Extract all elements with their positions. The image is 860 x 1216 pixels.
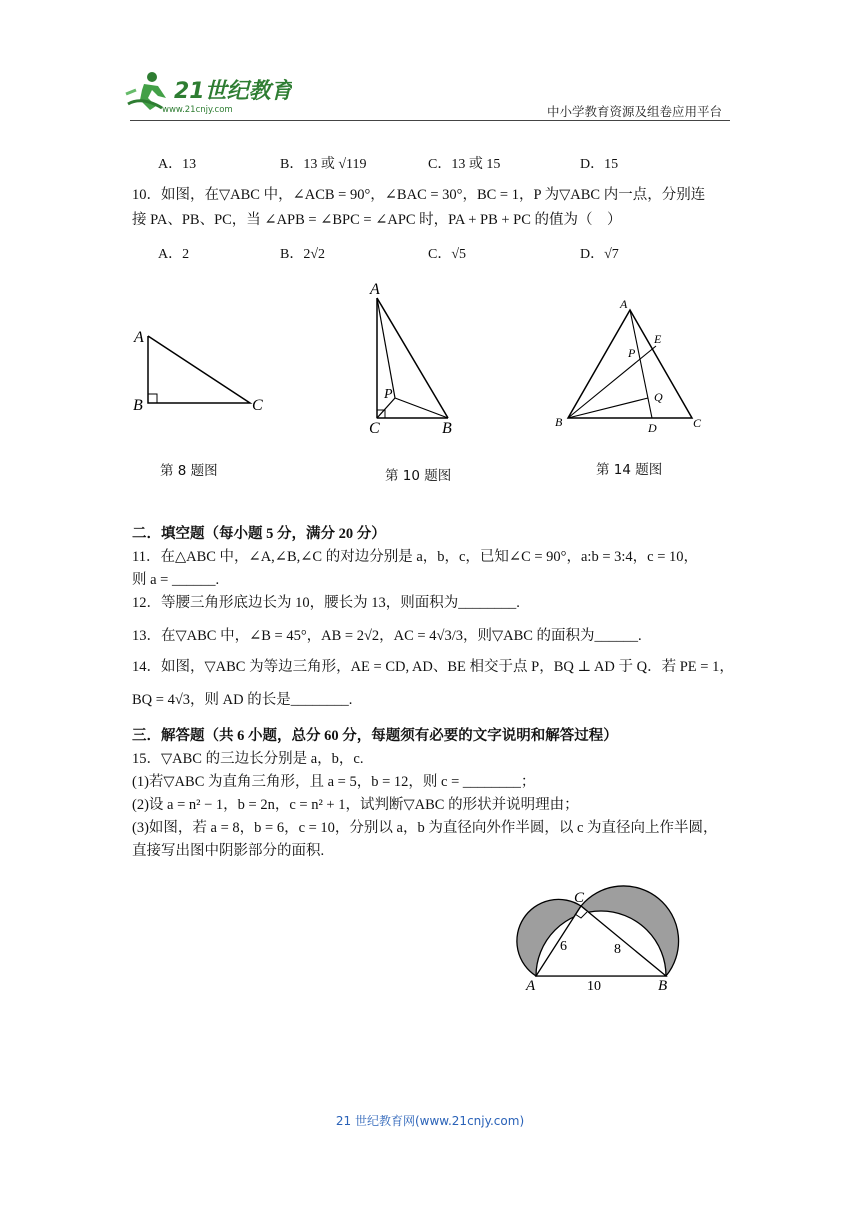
fig14-label-b: B: [555, 415, 563, 429]
fig8-label-c: C: [252, 397, 263, 414]
section-2-title: 二．填空题（每小题 5 分，满分 20 分）: [132, 526, 386, 542]
platform-title: 中小学教育资源及组卷应用平台: [546, 104, 722, 119]
fig15-label-10: 10: [587, 979, 601, 994]
fig8-label-b: B: [133, 397, 143, 414]
fig8-caption: 第 8 题图: [160, 463, 218, 479]
fig10-label-p: P: [384, 387, 393, 402]
q11-line-2: 则 a = ______.: [132, 572, 220, 588]
q10-line-1: 10．如图，在▽ABC 中，∠ACB = 90°，∠BAC = 30°，BC = 1，P 为▽ABC 内一点，分别连: [132, 187, 706, 203]
fig10-label-c: C: [369, 420, 380, 437]
q15-intro: 15．▽ABC 的三边长分别是 a，b，c.: [132, 751, 364, 767]
q15-part-3-line-2: 直接写出图中阴影部分的面积.: [132, 843, 325, 859]
fig14-label-a: A: [620, 297, 628, 311]
q10-line-2: 接 PA、PB、PC，当 ∠APB = ∠BPC = ∠APC 时，PA + PB + PC 的值为（ ）: [132, 212, 622, 228]
fig15-label-6: 6: [560, 939, 567, 954]
q14-line-2: BQ = 4√3，则 AD 的长是________.: [132, 692, 353, 708]
fig14-caption: 第 14 题图: [596, 462, 663, 478]
fig14-label-p: P: [628, 346, 636, 360]
q10-option-c: C．√5: [428, 247, 467, 262]
fig15-label-b: B: [658, 978, 668, 994]
fig14-label-c: C: [693, 416, 702, 430]
q14-line-1: 14．如图，▽ABC 为等边三角形，AE = CD, AD、BE 相交于点 P，BQ ⊥ AD 于 Q．若 PE = 1，: [132, 659, 734, 675]
q12: 12．等腰三角形底边长为 10，腰长为 13，则面积为________.: [132, 595, 520, 611]
logo-text: 21世纪教育: [174, 79, 292, 104]
header-divider: [130, 120, 730, 121]
figure-10-triangle: [360, 278, 470, 438]
runner-icon: [126, 72, 166, 110]
fig14-label-d: D: [648, 421, 657, 434]
q15-part-1: (1)若▽ABC 为直角三角形，且 a = 5，b = 12，则 c = ________；: [132, 774, 536, 790]
fig10-label-b: B: [442, 420, 452, 437]
fig10-label-a: A: [370, 281, 380, 298]
q10-option-a: A．2: [158, 247, 190, 262]
footer-link[interactable]: 21 世纪教育网(www.21cnjy.com): [335, 1114, 525, 1128]
fig15-label-8: 8: [614, 942, 621, 957]
q10-option-b: B．2√2: [280, 247, 326, 262]
site-logo[interactable]: [122, 68, 292, 120]
fig14-label-e: E: [654, 332, 662, 346]
fig15-label-c: C: [574, 890, 585, 906]
q9-option-a: A．13: [158, 157, 197, 172]
q10-option-d: D．√7: [580, 247, 619, 262]
q9-option-d: D．15: [580, 157, 619, 172]
fig15-label-a: A: [526, 978, 536, 994]
fig8-label-a: A: [134, 329, 144, 346]
figure-14-triangle: [552, 294, 712, 434]
q9-option-b: B．13 或 √119: [280, 157, 367, 172]
fig14-label-q: Q: [654, 390, 663, 404]
q13: 13．在▽ABC 中，∠B = 45°，AB = 2√2，AC = 4√3/3，则▽ABC 的面积为______.: [132, 628, 642, 644]
logo-url: www.21cnjy.com: [162, 105, 233, 115]
figure-8-triangle: [128, 322, 278, 422]
q9-option-c: C．13 或 15: [428, 157, 501, 172]
q11-line-1: 11．在△ABC 中，∠A,∠B,∠C 的对边分别是 a，b，c，已知∠C = 90°，a:b = 3:4，c = 10，: [132, 549, 699, 565]
q15-part-2: (2)设 a = n² − 1，b = 2n，c = n² + 1，试判断▽ABC 的形状并说明理由；: [132, 797, 579, 813]
fig10-caption: 第 10 题图: [385, 468, 452, 484]
q15-lune-figure: [512, 884, 692, 996]
section-3-title: 三．解答题（共 6 小题，总分 60 分，每题须有必要的文字说明和解答过程）: [132, 728, 618, 744]
q15-part-3-line-1: (3)如图，若 a = 8，b = 6，c = 10，分别以 a，b 为直径向外作半圆，以 c 为直径向上作半圆，: [132, 820, 718, 836]
